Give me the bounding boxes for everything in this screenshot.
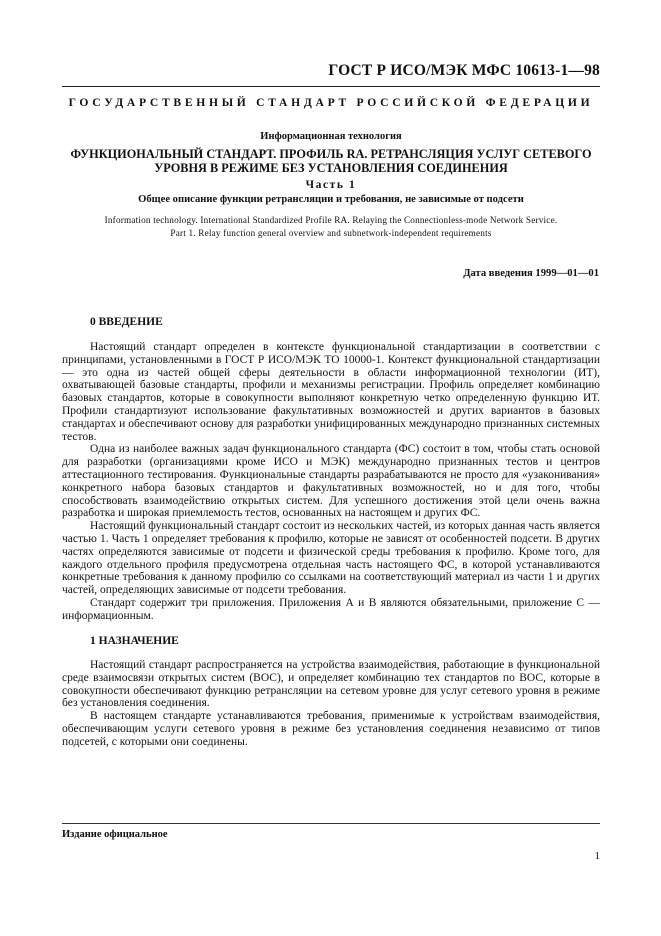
edition-note: Издание официальное (62, 829, 168, 840)
main-title-line-1: ФУНКЦИОНАЛЬНЫЙ СТАНДАРТ. ПРОФИЛЬ RA. РЕТРАНСЛЯЦИЯ УСЛУГ СЕТЕВОГО (70, 147, 592, 161)
title-subject: Информационная технология (260, 131, 402, 142)
part-label: Часть 1 (305, 179, 357, 191)
paragraph: Настоящий функциональный стандарт состоит из нескольких частей, из которых данная часть является частью 1. Часть 1 определяет требования к профилю, которые не зависят от особенностей подсети. В других частях определяются зависимые от подсети и физической среды требования к профилю. Кроме того, для каждого отдельного профиля предусмотрена отдельная часть настоящего ФС, в которой устанавливаются конкретные требования к данному профилю со ссылками на соответствующий материал из части 1 и других частей, определяющих зависимые от подсети требования. (62, 520, 600, 597)
part-subtitle: Общее описание функции ретрансляции и требования, не зависимые от подсети (138, 194, 524, 205)
footer-rule (62, 823, 600, 824)
paragraph: Стандарт содержит три приложения. Приложения А и В являются обязательными, приложение С — информационным. (62, 596, 600, 622)
paragraph: Одна из наиболее важных задач функционального стандарта (ФС) состоит в том, чтобы стать основой для разработки (организациями кроме ИСО и МЭК) международно признанных тестов и центров аттестационного тестирования. Функциональные стандарты разрабатываются не просто для «узаконивания» конкретного набора базовых стандартов и факультативных возможностей, но и для того, чтобы способствовать взаимодействию открытых систем. Для успешного достижения этой цели очень важна разработка и широкая приемлемость тестов, основанных на настоящем и других ФС. (62, 443, 600, 520)
page-number: 1 (594, 850, 600, 862)
section-body-intro (62, 341, 600, 623)
english-title-line-2: Part 1. Relay function general overview and subnetwork-independent requirements (170, 227, 492, 238)
english-title (62, 214, 600, 239)
section-body-purpose (62, 659, 600, 749)
document-number: ГОСТ Р ИСО/МЭК МФС 10613-1—98 (328, 62, 600, 79)
english-title-line-1: Information technology. International Standardized Profile RA. Relaying the Connectionless-mode Network Service. (104, 215, 558, 225)
main-title-line-2: УРОВНЯ В РЕЖИМЕ БЕЗ УСТАНОВЛЕНИЯ СОЕДИНЕНИЯ (154, 161, 508, 175)
state-standard-heading: ГОСУДАРСТВЕННЫЙ СТАНДАРТ РОССИЙСКОЙ ФЕДЕРАЦИИ (68, 96, 594, 109)
paragraph: Настоящий стандарт определен в контексте функциональной стандартизации в соответствии с принципами, установленными в ГОСТ Р ИСО/МЭК ТО 10000-1. Контекст функциональной стандартизации — это одна из частей общей сферы деятельности в области информационной технологии (ИТ), охватывающей базовые стандарты, профили и механизмы регистрации. Профиль определяет комбинацию базовых стандартов, которые в совокупности выполняют конкретную четко определенную функцию ИТ. Профили стандартизуют использование факультативных возможностей и других вариантов в базовых стандартах и обеспечивают основу для разработки унифицированных международно признанных системных тестов. (62, 341, 600, 443)
paragraph: В настоящем стандарте устанавливаются требования, применимые к устройствам взаимодействия, обеспечивающим услуги сетевого уровня в режиме без установления соединения независимо от типов подсетей, с которыми они соединены. (62, 710, 600, 748)
section-heading-purpose: 1 НАЗНАЧЕНИЕ (90, 635, 179, 647)
section-heading-intro: 0 ВВЕДЕНИЕ (90, 316, 163, 328)
paragraph: Настоящий стандарт распространяется на устройства взаимодействия, работающие в функциональной среде взаимосвязи открытых систем (ВОС), и определяет комбинацию тех стандартов по ВОС, которые в совокупности обеспечивают функцию ретрансляции на сетевом уровне для услуг сетевого уровня в режиме без установления соединения. (62, 659, 600, 710)
header-rule (62, 86, 600, 87)
main-title (62, 147, 600, 175)
title-block (62, 130, 600, 206)
date-of-introduction: Дата введения 1999—01—01 (463, 268, 599, 279)
